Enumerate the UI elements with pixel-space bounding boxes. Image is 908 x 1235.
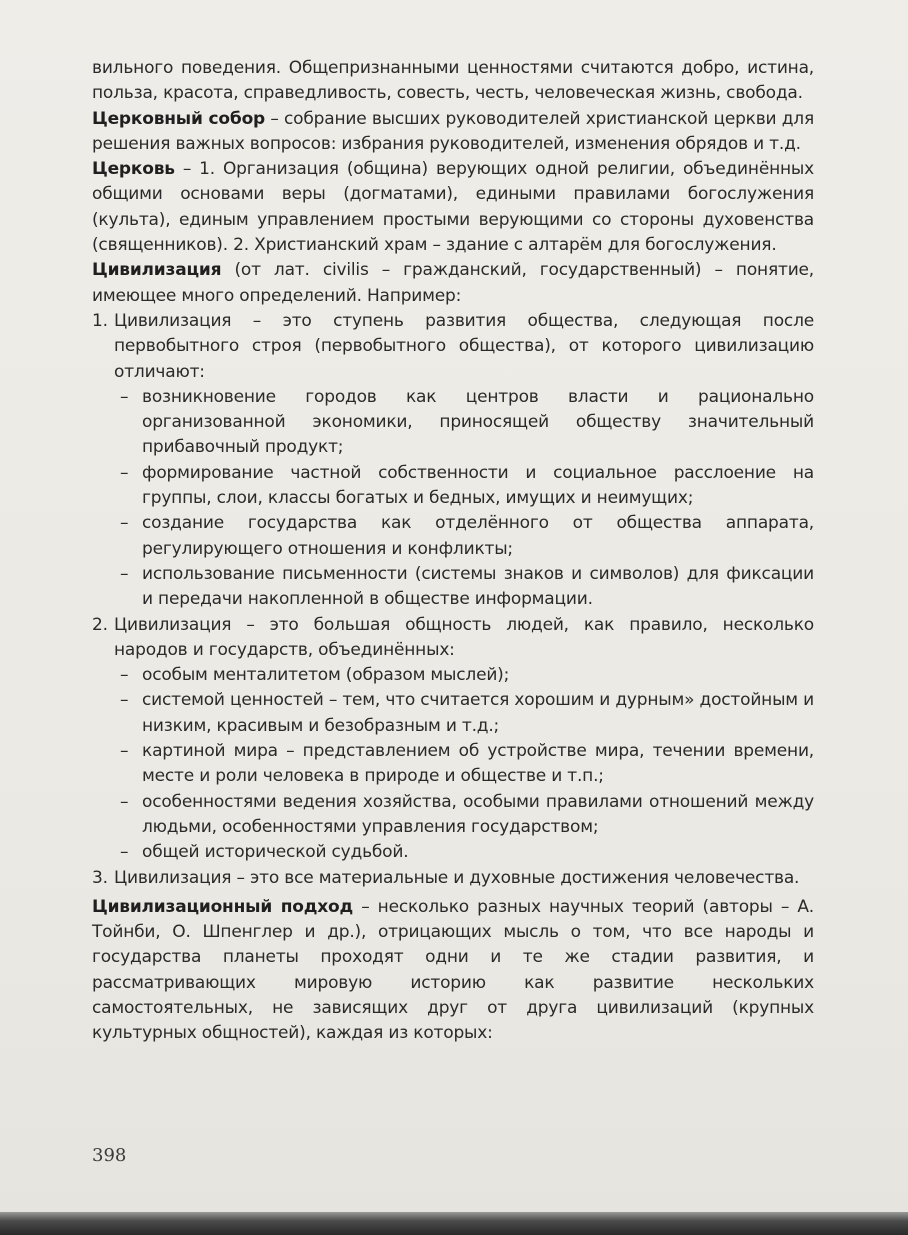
dash-marker: – — [120, 386, 129, 407]
sub-list-item — [92, 663, 814, 688]
sub-list-item — [92, 562, 814, 613]
definition-civilizational-approach: – несколько разных научных теорий (авторы – А. Тойнби, О. Шпенглер и др.), отрицающих мысль о том, что все народы и государства планеты проходят одни и те же стадии развития, и рассматривающих мировую историю как развитие нескольких самостоятельных, не зависящих друг от друга цивилизаций (крупных культурных общностей), каждая из которых: — [92, 896, 814, 1044]
dash-marker: – — [120, 665, 129, 686]
scan-bottom-edge — [0, 1212, 908, 1235]
sub-list-item — [92, 739, 814, 790]
term-church: Церковь — [92, 159, 175, 180]
entry-church — [92, 157, 814, 258]
sub-list-item — [92, 790, 814, 841]
list-item — [92, 866, 814, 891]
entry-civilization — [92, 258, 814, 309]
sub-list-item — [92, 385, 814, 461]
sub-list-item-text: использование письменности (системы знаков и символов) для фиксации и передачи накопленной в обществе информации. — [142, 563, 814, 610]
sub-list-item-text: создание государства как отделённого от общества аппарата, регулирующего отношения и конфликты; — [142, 513, 814, 559]
entry-church-council — [92, 107, 814, 158]
entry-civilizational-approach — [92, 895, 814, 1047]
dash-marker: – — [120, 741, 129, 762]
sub-list-item-text: особенностями ведения хозяйства, особыми правилами отношений между людьми, особенностями управления государством; — [142, 791, 814, 837]
sub-list-item-text: формирование частной собственности и социальное расслоение на группы, слои, классы богатых и бедных, имущих и неимущих; — [142, 462, 814, 509]
term-civilizational-approach: Цивилизационный подход — [92, 896, 354, 917]
dash-marker: – — [120, 842, 129, 863]
dash-marker: – — [120, 690, 129, 711]
list-number: 2. — [92, 614, 108, 635]
sub-list-item — [92, 688, 814, 739]
dash-marker: – — [120, 563, 129, 584]
list-item-text: Цивилизация – это большая общность людей, как правило, несколько народов и государств, объединённых: — [114, 614, 814, 660]
list-item-text: Цивилизация – это все материальные и духовные достижения человечества. — [114, 867, 800, 888]
list-number: 1. — [92, 310, 108, 331]
sub-list-item — [92, 461, 814, 512]
sub-list-item-text: картиной мира – представлением об устройстве мира, течении времени, месте и роли человека в природе и обществе и т.п.; — [142, 741, 814, 787]
page-number: 398 — [92, 1145, 127, 1166]
definition-church-council: – собрание высших руководителей христианской церкви для решения важных вопросов: избрания руководителей, изменения обрядов и т.д. — [92, 108, 814, 154]
dash-marker: – — [120, 462, 129, 483]
list-number: 3. — [92, 867, 108, 888]
definition-church: – 1. Организация (община) верующих одной религии, объединённых общими основами веры (догматами), едиными правилами богослужения (культа), единым управлением простыми верующими со стороны духовенства (священников). 2. Христианский храм – здание с алтарём для богослужения. — [92, 159, 814, 256]
term-civilization: Цивилизация — [92, 260, 222, 281]
sub-list-item — [92, 511, 814, 562]
definition-civilization: (от лат. civilis – гражданский, государственный) – понятие, имеющее много определений. Например: — [92, 260, 814, 306]
paragraph-values-end: вильного поведения. Общепризнанными ценностями считаются добро, истина, польза, красота, справедливость, совесть, честь, человеческая жизнь, свобода. — [92, 58, 814, 104]
list-item-text: Цивилизация – это ступень развития общества, следующая после первобытного строя (первобытного общества), от которого цивилизацию отличают: — [114, 310, 814, 382]
dash-marker: – — [120, 791, 129, 812]
dash-marker: – — [120, 513, 129, 534]
list-item — [92, 309, 814, 385]
sub-list-item-text: системой ценностей – тем, что считается хорошим и дурным» достойным и низким, красивым и безобразным и т.д.; — [142, 690, 814, 736]
list-item — [92, 613, 814, 664]
page-text — [92, 56, 814, 1047]
sub-list-item-text: возникновение городов как центров власти и рационально организованной экономики, приносящей обществу значительный прибавочный продукт; — [142, 386, 814, 458]
term-church-council: Церковный собор — [92, 108, 266, 129]
sub-list-item-text: особым менталитетом (образом мыслей); — [142, 665, 510, 686]
sub-list-item-text: общей исторической судьбой. — [142, 842, 409, 863]
sub-list-item — [92, 840, 814, 865]
